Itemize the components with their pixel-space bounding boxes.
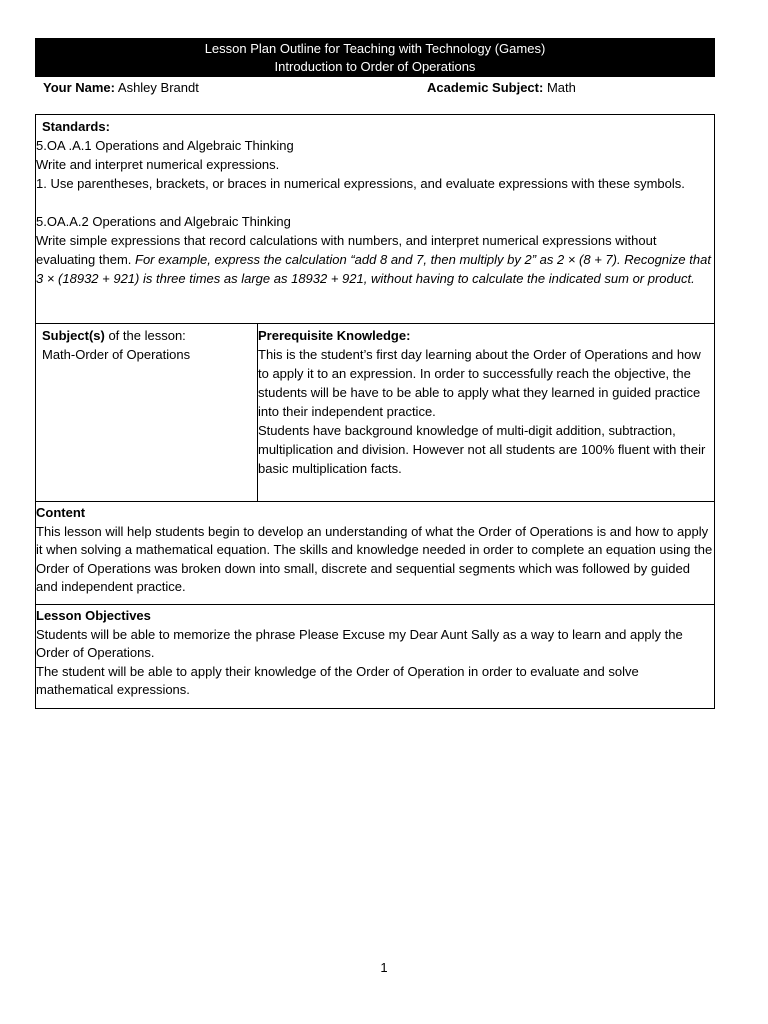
standard-1-item: 1. Use parentheses, brackets, or braces in numerical expressions, and evaluate expressions with these symbols. bbox=[36, 176, 685, 191]
standards-label: Standards: bbox=[42, 119, 110, 134]
subjects-label: Subject(s) bbox=[42, 328, 105, 343]
prereq-label: Prerequisite Knowledge: bbox=[258, 328, 411, 343]
content-label: Content bbox=[36, 505, 86, 520]
content-section bbox=[35, 502, 715, 605]
spacer bbox=[36, 193, 714, 212]
standard-2-description: Write simple expressions that record calculations with numbers, and interpret numerical expressions without evaluating them. bbox=[36, 233, 657, 267]
subject-prereq-row bbox=[35, 324, 715, 502]
prereq-paragraph-2: Students have background knowledge of multi-digit addition, subtraction, multiplication and division. However not all students are 100% fluent with their basic multiplication facts. bbox=[258, 423, 706, 476]
objectives-label: Lesson Objectives bbox=[36, 608, 151, 623]
name-field bbox=[35, 80, 427, 95]
document-title: Lesson Plan Outline for Teaching with Technology (Games) bbox=[204, 41, 546, 56]
document-subtitle: Introduction to Order of Operations bbox=[274, 59, 476, 74]
objective-2: The student will be able to apply their knowledge of the Order of Operation in order to evaluate and solve mathematical expressions. bbox=[36, 663, 639, 697]
subject-field bbox=[427, 80, 715, 95]
name-value: Ashley Brandt bbox=[115, 79, 199, 95]
subjects-label-suffix: of the lesson: bbox=[104, 328, 186, 343]
subjects-cell bbox=[36, 324, 258, 501]
title-bar bbox=[35, 38, 715, 77]
standard-1-description: Write and interpret numerical expressions. bbox=[36, 157, 280, 172]
subjects-heading bbox=[42, 326, 251, 345]
content-text: This lesson will help students begin to develop an understanding of what the Order of Operations is and how to apply it when solving a mathematical equation. The skills and knowledge needed in order to complete an equation using the Order of Operations was broken down into small, discrete and sequential segments which was followed by guided and independent practice. bbox=[36, 523, 713, 594]
standard-2-text bbox=[36, 231, 714, 288]
objective-1: Students will be able to memorize the phrase Please Excuse my Dear Aunt Sally as a way to learn and apply the Order of Operations. bbox=[36, 626, 683, 660]
page-number: 1 bbox=[380, 960, 388, 975]
standard-2-code: 5.OA.A.2 Operations and Algebraic Thinking bbox=[36, 214, 291, 229]
subject-label: Academic Subject: bbox=[427, 79, 544, 95]
info-row bbox=[35, 77, 715, 97]
subject-value: Math bbox=[543, 79, 576, 95]
standard-1-code: 5.OA .A.1 Operations and Algebraic Thinking bbox=[36, 138, 294, 153]
objectives-section bbox=[35, 605, 715, 709]
lesson-plan-sheet bbox=[35, 38, 715, 709]
standards-section bbox=[35, 114, 715, 324]
prereq-cell bbox=[258, 324, 714, 501]
name-label: Your Name: bbox=[43, 79, 115, 95]
standard-2-example: For example, express the calculation “add 8 and 7, then multiply by 2” as 2 × (8 + 7). Recognize that 3 × (18932 + 921) is three times as large as 18932 + 921, without having to calculate the indicated sum or product. bbox=[36, 252, 711, 286]
subjects-value: Math-Order of Operations bbox=[42, 347, 191, 362]
prereq-paragraph-1: This is the student’s first day learning about the Order of Operations and how to apply it to an expression. In order to successfully reach the objective, the students will be have to be able to apply what they learned in guided practice into their independent practice. bbox=[258, 347, 701, 419]
